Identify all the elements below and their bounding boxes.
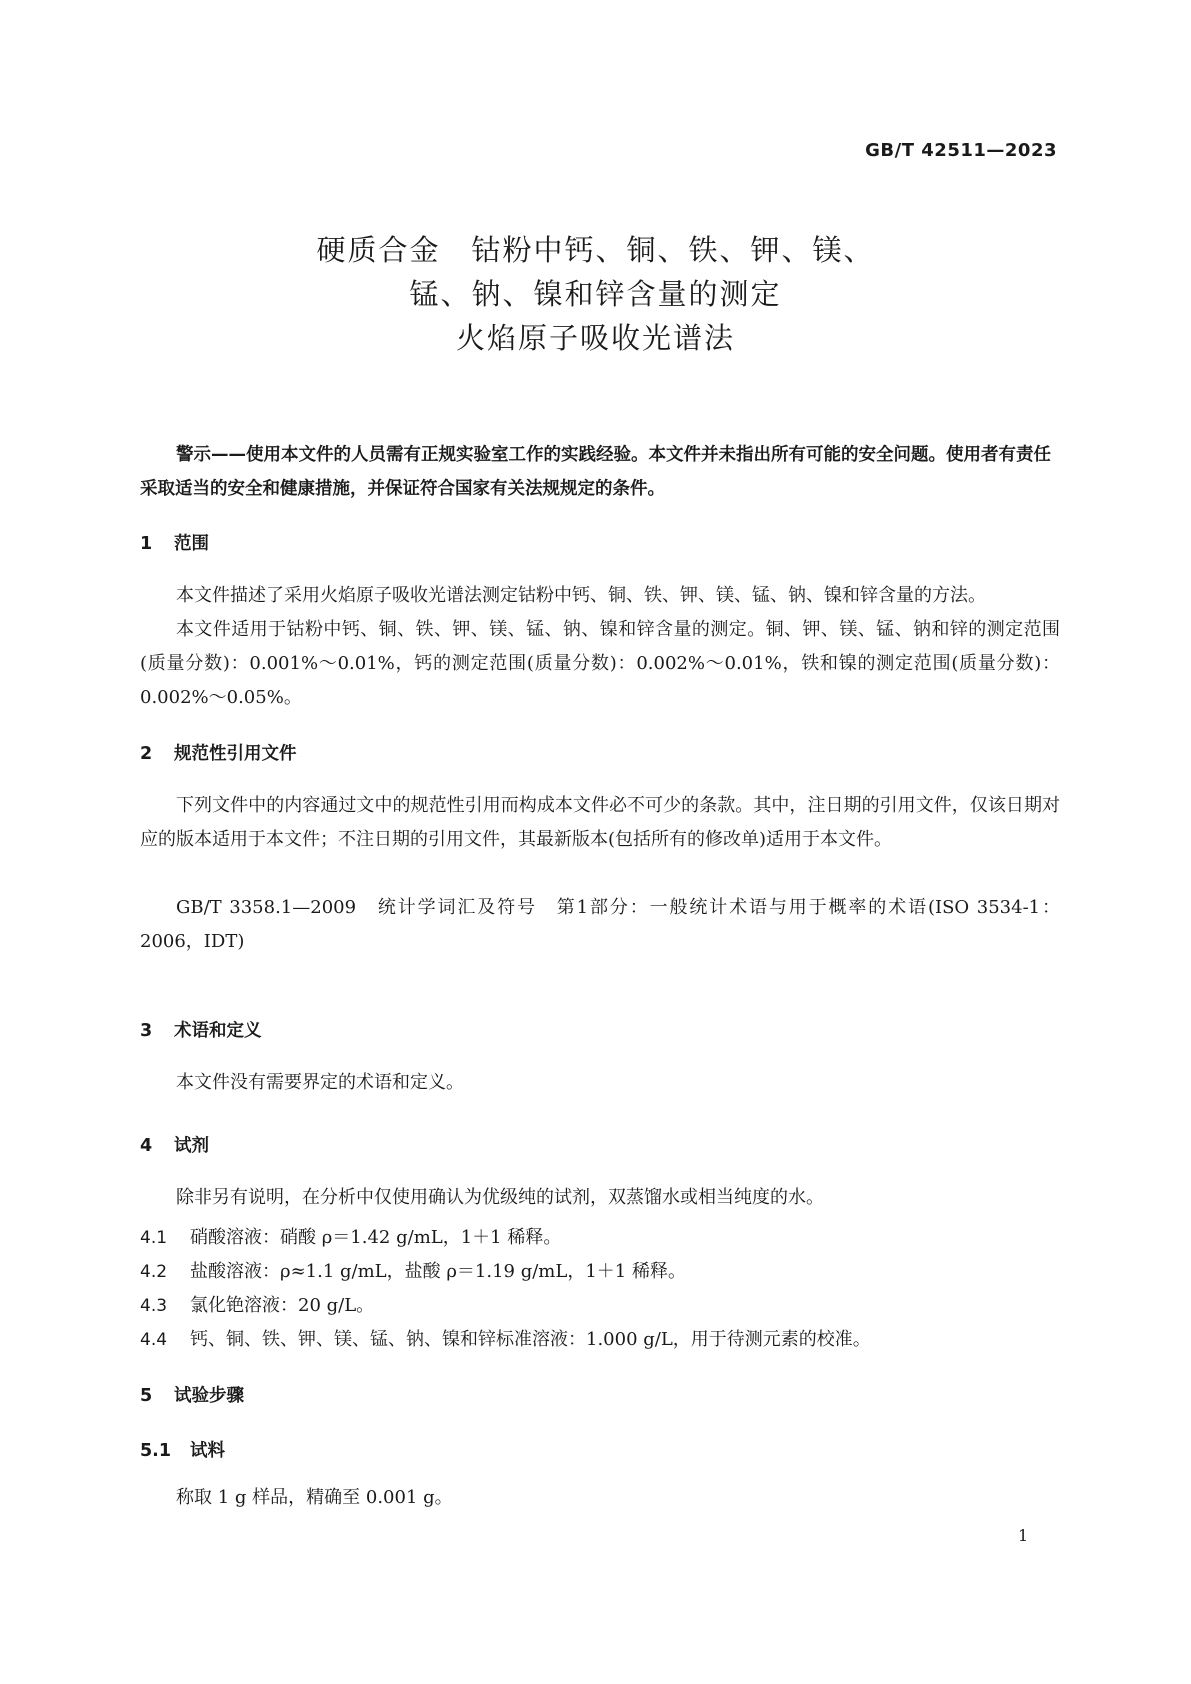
- section-3-paragraph-1: 本文件没有需要界定的术语和定义。: [176, 1072, 464, 1093]
- reagent-item-text: 钙、铜、铁、钾、镁、锰、钠、镍和锌标准溶液：1.000 g/L，用于待测元素的校准。: [190, 1329, 871, 1350]
- section-5-1-title: 试料: [190, 1441, 225, 1461]
- section-1-heading: [140, 530, 209, 555]
- document-title-line-3: 火焰原子吸收光谱法: [455, 321, 735, 355]
- reagent-item: [140, 1325, 871, 1351]
- section-2-paragraph-1: 下列文件中的内容通过文中的规范性引用而构成本文件必不可少的条款。其中，注日期的引用文件，仅该日期对应的版本适用于本文件；不注日期的引用文件，其最新版本(包括所有的修改单)适用于本文件。: [140, 795, 1060, 850]
- reagent-item-number: 4.1: [140, 1228, 168, 1248]
- page-number: 1: [1018, 1526, 1029, 1545]
- section-5-1-number: 5.1: [140, 1441, 172, 1461]
- section-5-1-heading: [140, 1437, 225, 1462]
- document-title-line-2: 锰、钠、镍和锌含量的测定: [409, 277, 782, 311]
- reagent-item-number: 4.2: [140, 1262, 168, 1282]
- section-3-number: 3: [140, 1021, 153, 1041]
- reagent-item-number: 4.4: [140, 1330, 168, 1350]
- reagent-item-text: 盐酸溶液：ρ≈1.1 g/mL，盐酸 ρ＝1.19 g/mL，1＋1 稀释。: [190, 1261, 686, 1282]
- section-5-title: 试验步骤: [174, 1386, 244, 1406]
- reagent-item: [140, 1291, 374, 1317]
- reagent-item-text: 氯化铯溶液：20 g/L。: [190, 1295, 375, 1316]
- reagent-item: [140, 1223, 561, 1249]
- section-3-heading: [140, 1017, 262, 1042]
- section-4-heading: [140, 1132, 209, 1157]
- section-3-title: 术语和定义: [174, 1021, 262, 1041]
- section-1-paragraph-1: 本文件描述了采用火焰原子吸收光谱法测定钴粉中钙、铜、铁、钾、镁、锰、钠、镍和锌含量的方法。: [176, 585, 986, 606]
- document-title-line-1: 硬质合金 钴粉中钙、铜、铁、钾、镁、: [316, 233, 875, 267]
- reagent-item-number: 4.3: [140, 1296, 168, 1316]
- section-5-1-paragraph-1: 称取 1 g 样品，精确至 0.001 g。: [176, 1487, 453, 1508]
- section-2-number: 2: [140, 744, 153, 764]
- reagent-item-text: 硝酸溶液：硝酸 ρ＝1.42 g/mL，1＋1 稀释。: [190, 1227, 562, 1248]
- warning-paragraph: 警示——使用本文件的人员需有正规实验室工作的实践经验。本文件并未指出所有可能的安全问题。使用者有责任采取适当的安全和健康措施，并保证符合国家有关法规规定的条件。: [140, 445, 1051, 499]
- section-4-number: 4: [140, 1136, 153, 1156]
- section-5-heading: [140, 1382, 244, 1407]
- section-4-title: 试剂: [174, 1136, 209, 1156]
- section-2-title: 规范性引用文件: [174, 744, 297, 764]
- section-1-paragraph-2: 本文件适用于钴粉中钙、铜、铁、钾、镁、锰、钠、镍和锌含量的测定。铜、钾、镁、锰、钠和锌的测定范围(质量分数)：0.001%～0.01%，钙的测定范围(质量分数)：0.002%～0.01%，铁和镍的测定范围(质量分数)：0.002%～0.05%。: [140, 619, 1060, 708]
- reagent-item: [140, 1257, 686, 1283]
- standard-code: GB/T 42511—2023: [865, 140, 1057, 161]
- section-1-number: 1: [140, 534, 153, 554]
- section-5-number: 5: [140, 1386, 153, 1406]
- normative-reference-entry: GB/T 3358.1—2009 统计学词汇及符号 第1部分：一般统计术语与用于概率的术语(ISO 3534-1：2006，IDT): [140, 897, 1060, 952]
- section-1-title: 范围: [174, 534, 209, 554]
- section-2-heading: [140, 740, 297, 765]
- section-4-paragraph-1: 除非另有说明，在分析中仅使用确认为优级纯的试剂，双蒸馏水或相当纯度的水。: [176, 1187, 824, 1208]
